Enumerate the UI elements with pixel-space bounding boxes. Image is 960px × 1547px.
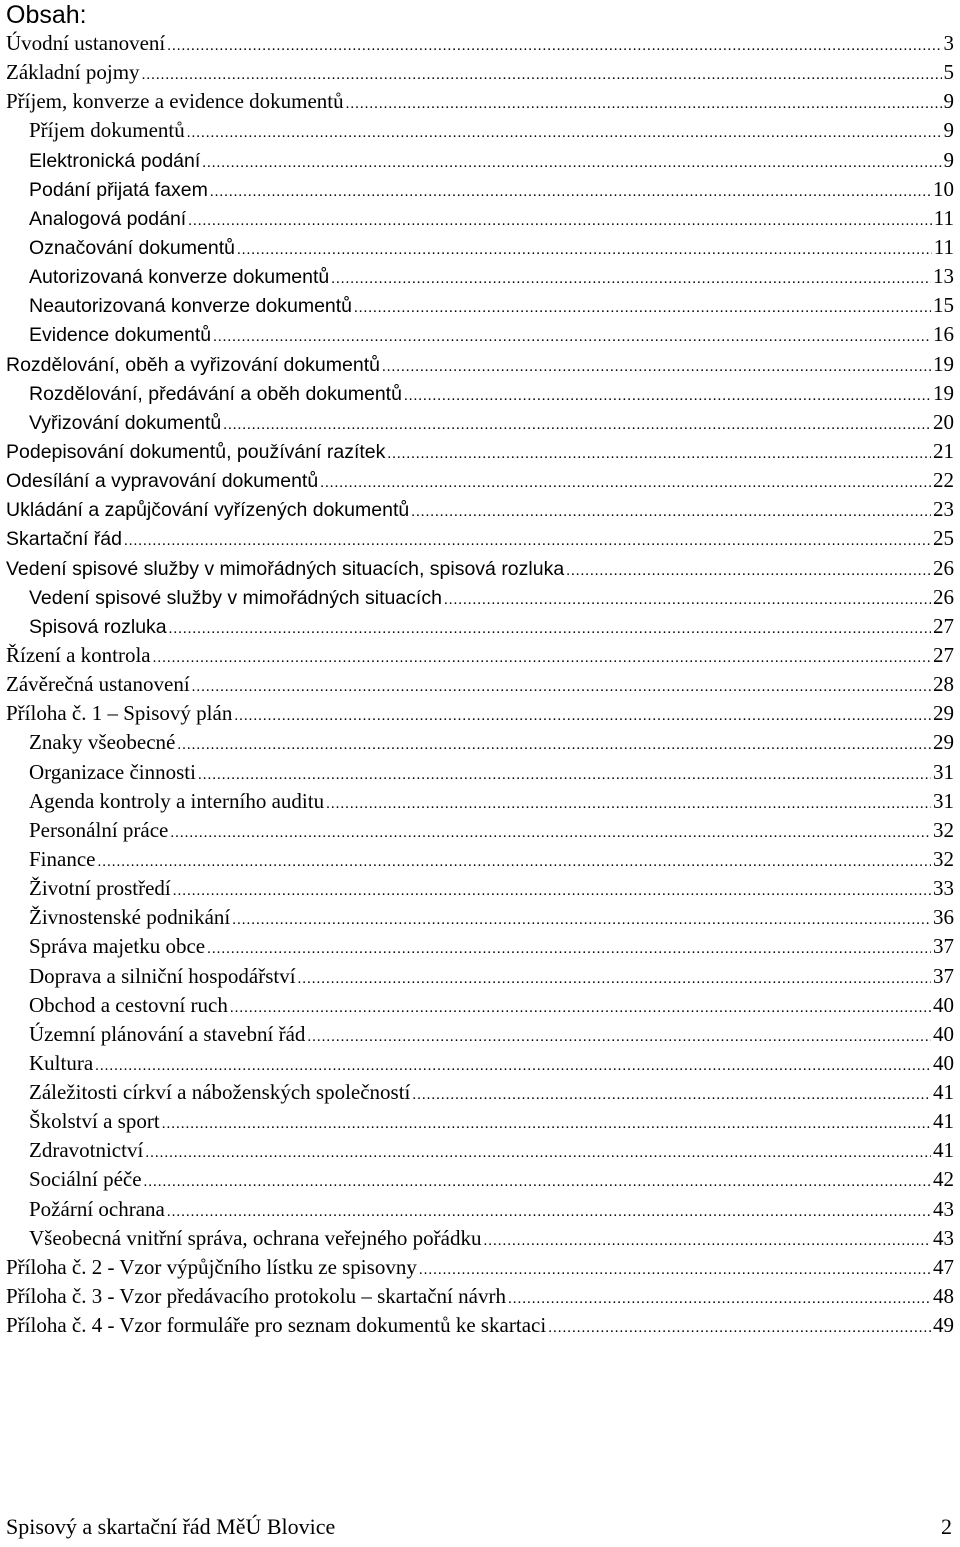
toc-dot-leader [419,1253,931,1285]
toc-dot-leader [326,787,931,819]
toc-entry-page: 41 [933,1109,954,1134]
toc-entry-label: Podepisování dokumentů, používání razítek [6,440,386,463]
toc-dot-leader [412,1078,931,1110]
toc-entry-page: 10 [933,176,954,201]
toc-entry-label: Ukládání a zapůjčování vyřízených dokumentů [6,499,410,522]
toc-entry-page: 20 [933,409,954,434]
toc-entry[interactable] [6,233,954,262]
toc-entry-label: Základní pojmy [6,60,140,85]
toc-dot-leader [223,408,931,440]
toc-entry[interactable] [6,816,954,845]
toc-entry-label: Finance [29,846,96,871]
toc-dot-leader [187,116,942,148]
toc-dot-leader [177,728,931,760]
toc-entry[interactable] [6,874,954,903]
toc-dot-leader [124,524,931,556]
toc-entry[interactable] [6,29,954,58]
toc-entry-label: Kultura [29,1050,94,1075]
toc-entry-label: Školství a sport [29,1109,160,1134]
toc-entry-label: Odesílání a vypravování dokumentů [6,470,319,493]
toc-dot-leader [444,583,931,615]
toc-entry-page: 11 [933,205,954,230]
toc-entry-page: 40 [933,992,954,1017]
toc-dot-leader [192,670,931,702]
toc-dot-leader [331,262,931,294]
toc-entry[interactable] [6,320,954,349]
toc-dot-leader [548,1311,931,1343]
toc-entry-page: 36 [933,905,954,930]
toc-dot-leader [382,350,931,382]
toc-entry[interactable] [6,1253,954,1282]
toc-entry-label: Vyřizování dokumentů [29,411,222,434]
toc-entry[interactable] [6,116,954,145]
toc-entry[interactable] [6,291,954,320]
toc-entry-label: Územní plánování a stavební řád [29,1021,306,1046]
toc-entry[interactable] [6,204,954,233]
toc-entry[interactable] [6,670,954,699]
toc-entry[interactable] [6,408,954,437]
toc-entry-page: 41 [933,1080,954,1105]
toc-entry[interactable] [6,728,954,757]
toc-entry-label: Záležitosti církví a náboženských společností [29,1080,411,1105]
toc-dot-leader [188,204,932,236]
toc-entry-label: Životní prostředí [29,876,171,901]
toc-entry-label: Příloha č. 3 - Vzor předávacího protokolu – skartační návrh [6,1284,506,1309]
toc-dot-leader [213,320,931,352]
toc-entry[interactable] [6,58,954,87]
toc-entry-page: 47 [933,1254,954,1279]
toc-entry-page: 13 [933,264,954,289]
toc-dot-leader [207,932,931,964]
toc-title: Obsah: [6,1,87,29]
toc-dot-leader [354,291,931,323]
toc-entry-page: 43 [933,1225,954,1250]
toc-dot-leader [153,641,931,673]
toc-dot-leader [202,146,941,178]
toc-entry-label: Úvodní ustanovení [6,31,166,55]
toc-entry[interactable] [6,903,954,932]
toc-entry-label: Řízení a kontrola [6,642,151,667]
toc-entry-page: 19 [933,380,954,405]
toc-dot-leader [307,1020,931,1052]
toc-entry-label: Doprava a silniční hospodářství [29,963,296,988]
toc-entry-label: Příloha č. 2 - Vzor výpůjčního lístku ze spisovny [6,1254,417,1279]
toc-dot-leader [346,87,942,119]
toc-entry[interactable] [6,87,954,116]
toc-entry-label: Označování dokumentů [29,236,235,259]
toc-dot-leader [170,816,931,848]
toc-entry-page: 9 [943,147,954,172]
toc-entry[interactable] [6,437,954,466]
toc-entry-page: 15 [933,293,954,318]
toc-entry-page: 9 [943,89,954,114]
toc-dot-leader [298,962,931,994]
toc-dot-leader [232,903,931,935]
toc-entry-label: Příjem, konverze a evidence dokumentů [6,89,344,114]
toc-entry-label: Obchod a cestovní ruch [29,992,228,1017]
footer-document-title: Spisový a skartační řád MěÚ Blovice [6,1514,336,1539]
toc-entry[interactable] [6,991,954,1020]
toc-entry-page: 26 [933,584,954,609]
toc-entry-page: 19 [933,351,954,376]
toc-entry[interactable] [6,1078,954,1107]
toc-entry-label: Všeobecná vnitřní správa, ochrana veřejného pořádku [29,1225,482,1250]
toc-entry-label: Evidence dokumentů [29,324,212,347]
table-of-contents [6,29,954,1340]
toc-entry-label: Příloha č. 4 - Vzor formuláře pro seznam dokumentů ke skartaci [6,1313,547,1338]
toc-entry-page: 5 [943,60,954,85]
toc-dot-leader [230,991,931,1023]
toc-entry-label: Elektronická podání [29,149,201,172]
toc-entry-label: Znaky všeobecné [29,730,176,755]
toc-entry[interactable] [6,262,954,291]
toc-entry-label: Organizace činnosti [29,759,196,784]
toc-dot-leader [173,874,931,906]
toc-dot-leader [142,58,942,90]
toc-dot-leader [167,29,941,61]
toc-entry-label: Sociální péče [29,1167,142,1192]
toc-entry-label: Analogová podání [29,207,187,230]
toc-entry[interactable] [6,1282,954,1311]
toc-entry-label: Vedení spisové služby v mimořádných situacích, spisová rozluka [6,557,565,580]
toc-dot-leader [145,1136,931,1168]
toc-dot-leader [411,495,931,527]
toc-entry[interactable] [6,1049,954,1078]
toc-dot-leader [508,1282,931,1314]
toc-dot-leader [162,1107,931,1139]
toc-entry-page: 37 [933,934,954,959]
toc-dot-leader [404,379,931,411]
toc-entry-page: 40 [933,1021,954,1046]
toc-entry[interactable] [6,466,954,495]
toc-dot-leader [234,699,931,731]
toc-entry-label: Podání přijatá faxem [29,178,208,201]
toc-entry-label: Příjem dokumentů [29,118,185,143]
toc-dot-leader [387,437,931,469]
toc-entry-label: Příloha č. 1 – Spisový plán [6,701,233,726]
toc-entry-page: 25 [933,526,954,551]
toc-entry[interactable] [6,1224,954,1253]
toc-entry[interactable] [6,612,954,641]
toc-entry[interactable] [6,1136,954,1165]
toc-entry-page: 33 [933,876,954,901]
toc-entry-label: Neautorizovaná konverze dokumentů [29,295,353,318]
toc-entry[interactable] [6,932,954,961]
toc-dot-leader [210,175,931,207]
toc-entry-label: Rozdělování, předávání a oběh dokumentů [29,382,402,405]
toc-entry-label: Autorizovaná konverze dokumentů [29,266,330,289]
toc-entry[interactable] [6,1195,954,1224]
toc-entry-page: 48 [933,1284,954,1309]
toc-entry[interactable] [6,845,954,874]
toc-dot-leader [167,1195,931,1227]
toc-entry-page: 27 [933,642,954,667]
toc-dot-leader [169,612,931,644]
toc-entry-label: Správa majetku obce [29,934,206,959]
toc-entry-label: Živnostenské podnikání [29,905,231,930]
toc-entry-page: 23 [933,497,954,522]
toc-entry-label: Spisová rozluka [29,615,167,638]
toc-entry[interactable] [6,524,954,553]
toc-entry-page: 16 [933,322,954,347]
toc-entry-label: Vedení spisové služby v mimořádných situacích [29,586,442,609]
toc-entry-label: Skartační řád [6,528,122,551]
toc-entry[interactable] [6,495,954,524]
toc-entry-page: 29 [933,701,954,726]
toc-entry-label: Agenda kontroly a interního auditu [29,788,325,813]
toc-entry[interactable] [6,1020,954,1049]
toc-entry[interactable] [6,1311,954,1340]
toc-entry[interactable] [6,554,954,583]
toc-entry-page: 40 [933,1050,954,1075]
toc-dot-leader [566,554,931,586]
toc-entry[interactable] [6,962,954,991]
toc-dot-leader [483,1224,931,1256]
toc-entry-page: 26 [933,555,954,580]
toc-dot-leader [320,466,931,498]
toc-entry[interactable] [6,787,954,816]
toc-entry-label: Požární ochrana [29,1196,165,1221]
toc-entry[interactable] [6,1165,954,1194]
toc-entry-page: 31 [933,788,954,813]
toc-dot-leader [95,1049,931,1081]
toc-entry[interactable] [6,175,954,204]
toc-entry-label: Personální práce [29,817,169,842]
toc-dot-leader [144,1165,931,1197]
toc-entry-page: 49 [933,1313,954,1338]
toc-entry-page: 22 [933,468,954,493]
toc-dot-leader [237,233,932,265]
toc-entry-page: 21 [933,438,954,463]
toc-entry-page: 37 [933,963,954,988]
toc-entry-page: 29 [933,730,954,755]
toc-entry-page: 3 [943,31,954,55]
toc-entry-page: 28 [933,672,954,697]
toc-entry-page: 41 [933,1138,954,1163]
toc-entry[interactable] [6,1107,954,1136]
toc-entry[interactable] [6,146,954,175]
toc-entry[interactable] [6,583,954,612]
toc-dot-leader [97,845,931,877]
toc-entry-page: 32 [933,846,954,871]
toc-entry-page: 42 [933,1167,954,1192]
toc-entry-page: 32 [933,817,954,842]
toc-dot-leader [198,758,931,790]
toc-entry[interactable] [6,350,954,379]
footer-page-number: 2 [941,1514,952,1539]
toc-entry-page: 11 [933,234,954,259]
toc-entry-page: 31 [933,759,954,784]
toc-entry-page: 43 [933,1196,954,1221]
toc-entry[interactable] [6,699,954,728]
toc-entry-page: 27 [933,613,954,638]
toc-entry[interactable] [6,641,954,670]
toc-entry[interactable] [6,379,954,408]
toc-entry[interactable] [6,758,954,787]
toc-entry-page: 9 [943,118,954,143]
toc-entry-label: Zdravotnictví [29,1138,144,1163]
page-footer [6,1514,952,1540]
toc-entry-label: Rozdělování, oběh a vyřizování dokumentů [6,353,380,376]
toc-entry-label: Závěrečná ustanovení [6,672,190,697]
